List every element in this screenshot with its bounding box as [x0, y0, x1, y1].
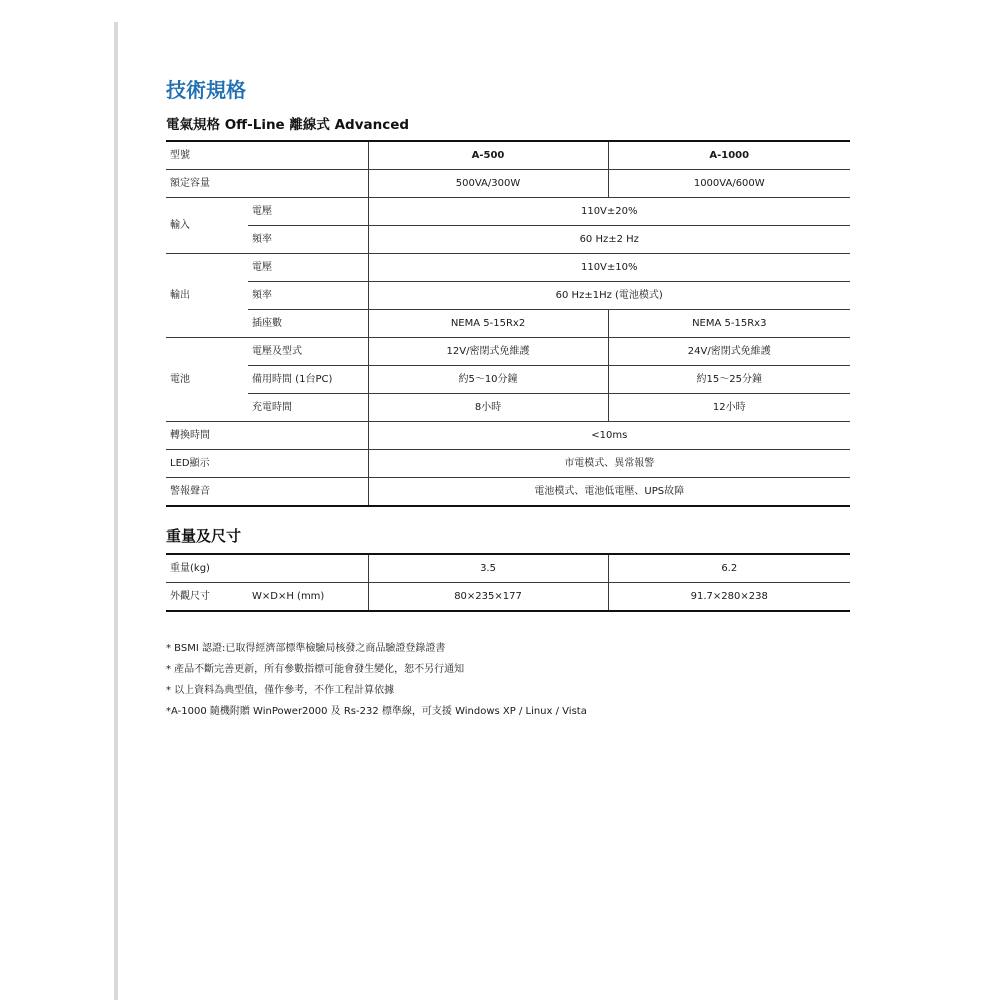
table-row	[166, 394, 850, 422]
charge-time-b: 12小時	[608, 394, 850, 422]
input-frequency-value: 60 Hz±2 Hz	[368, 226, 850, 254]
rated-capacity-a: 500VA/300W	[368, 170, 608, 198]
table-row	[166, 478, 850, 507]
table-row	[166, 554, 850, 583]
battery-type-a: 12V/密閉式免維護	[368, 338, 608, 366]
table-row	[166, 282, 850, 310]
table-row	[166, 366, 850, 394]
table-row	[166, 226, 850, 254]
transfer-time-value: <10ms	[368, 422, 850, 450]
input-frequency-label: 頻率	[248, 226, 368, 254]
model-a-header: A-500	[368, 141, 608, 170]
weight-label: 重量(kg)	[166, 554, 368, 583]
battery-label: 電池	[166, 338, 248, 422]
input-voltage-label: 電壓	[248, 198, 368, 226]
led-display-value: 市電模式、異常報警	[368, 450, 850, 478]
backup-time-label: 備用時間 (1台PC)	[248, 366, 368, 394]
electrical-spec-table	[166, 140, 850, 507]
dimension-label: 外觀尺寸	[166, 583, 248, 612]
table-row	[166, 450, 850, 478]
backup-time-b: 約15～25分鐘	[608, 366, 850, 394]
alarm-sound-label: 警報聲音	[166, 478, 368, 507]
footnote-item: * 以上資料為典型值，僅作參考，不作工程計算依據	[166, 685, 395, 696]
weight-a: 3.5	[368, 554, 608, 583]
battery-type-b: 24V/密閉式免維護	[608, 338, 850, 366]
weight-b: 6.2	[608, 554, 850, 583]
charge-time-label: 充電時間	[248, 394, 368, 422]
left-margin-rule	[114, 22, 118, 1000]
footnote-item: * 產品不斷完善更新，所有參數指標可能會發生變化，恕不另行通知	[166, 664, 465, 675]
table-row	[166, 310, 850, 338]
footnote-item: *A-1000 隨機附贈 WinPower2000 及 Rs-232 標準線，可支援 Windows XP / Linux / Vista	[166, 706, 587, 717]
output-voltage-value: 110V±10%	[368, 254, 850, 282]
output-label: 輸出	[166, 254, 248, 338]
outlets-b: NEMA 5-15Rx3	[608, 310, 850, 338]
table-row	[166, 583, 850, 612]
backup-time-a: 約5～10分鐘	[368, 366, 608, 394]
table-row	[166, 198, 850, 226]
footnotes	[166, 638, 850, 722]
input-label: 輸入	[166, 198, 248, 254]
dimension-a: 80×235×177	[368, 583, 608, 612]
output-voltage-label: 電壓	[248, 254, 368, 282]
spec-table-title: 電氣規格 Off-Line 離線式 Advanced	[166, 117, 410, 133]
rated-capacity-label: 額定容量	[166, 170, 368, 198]
led-display-label: LED顯示	[166, 450, 368, 478]
weight-section-title: 重量及尺寸	[166, 527, 242, 545]
table-row	[166, 170, 850, 198]
alarm-sound-value: 電池模式、電池低電壓、UPS故障	[368, 478, 850, 507]
input-voltage-value: 110V±20%	[368, 198, 850, 226]
transfer-time-label: 轉換時間	[166, 422, 368, 450]
battery-type-label: 電壓及型式	[248, 338, 368, 366]
rated-capacity-b: 1000VA/600W	[608, 170, 850, 198]
table-row	[166, 422, 850, 450]
table-row	[166, 338, 850, 366]
charge-time-a: 8小時	[368, 394, 608, 422]
table-row	[166, 254, 850, 282]
weight-dimension-table	[166, 553, 850, 612]
model-label: 型號	[166, 141, 368, 170]
dimension-b: 91.7×280×238	[608, 583, 850, 612]
weight-dimension-section	[166, 525, 850, 612]
table-row	[166, 141, 850, 170]
spec-sheet	[166, 76, 850, 722]
model-b-header: A-1000	[608, 141, 850, 170]
page-title: 技術規格	[166, 78, 246, 102]
footnote-item: * BSMI 認證:已取得經濟部標準檢驗局核發之商品驗證登錄證書	[166, 643, 446, 654]
output-frequency-value: 60 Hz±1Hz (電池模式)	[368, 282, 850, 310]
outlets-label: 插座數	[248, 310, 368, 338]
dimension-unit: W×D×H (mm)	[248, 583, 368, 612]
output-frequency-label: 頻率	[248, 282, 368, 310]
outlets-a: NEMA 5-15Rx2	[368, 310, 608, 338]
